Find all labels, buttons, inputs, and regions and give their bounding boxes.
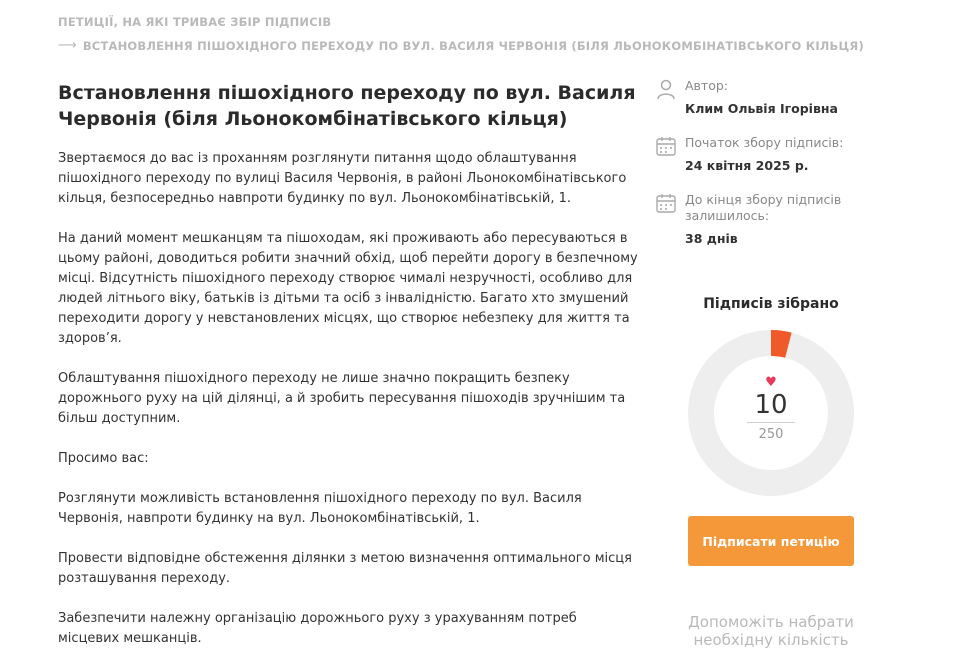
breadcrumb-current-link[interactable]: ВСТАНОВЛЕННЯ ПІШОХІДНОГО ПЕРЕХОДУ ПО ВУЛ. ВАСИЛЯ ЧЕРВОНІЯ (БІЛЯ ЛЬОНОКОМБІНАТІВСЬКОГО КІЛЬЦЯ) <box>82 39 864 53</box>
page-title: Встановлення пішохідного переходу по вул. Василя Червонія (біля Льонокомбінатівського кільця) <box>58 82 636 130</box>
start-date-value: 24 квітня 2025 р. <box>685 158 809 173</box>
signatures-title: Підписів зібрано <box>703 296 839 312</box>
remaining-label: До кінця збору підписів залишилось: <box>685 192 842 223</box>
remaining-row <box>655 192 875 247</box>
signatures-count: 10 <box>754 390 788 420</box>
breadcrumb <box>58 14 864 62</box>
petition-paragraph: Провести відповідне обстеження ділянки з метою визначення оптимального місця розташування переходу. <box>58 551 632 586</box>
petition-paragraph: Просимо вас: <box>58 451 149 466</box>
petition-paragraph: Розглянути можливість встановлення пішохідного переходу по вул. Василя Червонія, навпроти будинку на вул. Льонокомбінатівській, 1. <box>58 491 582 526</box>
author-row <box>655 78 875 117</box>
arrow-right-icon: ⟶ <box>58 38 77 53</box>
calendar-icon <box>655 192 677 214</box>
start-date-label: Початок збору підписів: <box>685 135 844 150</box>
signatures-progress-ring <box>688 330 854 496</box>
count-divider <box>747 422 795 423</box>
breadcrumb-parent-link[interactable]: ПЕТИЦІЇ, НА ЯКІ ТРИВАЄ ЗБІР ПІДПИСІВ <box>58 15 332 29</box>
signatures-goal: 250 <box>758 427 784 442</box>
sign-petition-button[interactable]: Підписати петицію <box>688 516 854 566</box>
remaining-value: 38 днів <box>685 231 738 246</box>
petition-paragraph: Забезпечити належну організацію дорожнього руху з урахуванням потреб місцевих мешканців. <box>58 611 577 646</box>
calendar-icon <box>655 135 677 157</box>
petition-paragraph: Облаштування пішохідного переходу не лише значно покращить безпеку дорожнього руху на цій ділянці, а й зробить пересування пішоходів зручнішим та більш доступним. <box>58 371 626 426</box>
author-label: Автор: <box>685 78 728 93</box>
user-icon <box>655 78 677 100</box>
petition-body <box>58 149 638 669</box>
help-text: Допоможіть набрати необхідну кількість <box>688 613 854 649</box>
petition-meta <box>655 78 875 265</box>
start-date-row <box>655 135 875 174</box>
petition-paragraph: Звертаємося до вас із проханням розглянути питання щодо облаштування пішохідного переходу по вулиці Василя Червонія, в районі Льонокомбінатівського кільця, безпосередньо навпроти будинку по вул. Льонокомбінатівській, 1. <box>58 151 627 206</box>
petition-paragraph: На даний момент мешканцям та пішоходам, які проживають або пересуваються в цьому районі, доводиться робити значний обхід, щоб перейти дорогу в безпечному місці. Відсутність пішохідного переходу створює чималі незручності, особливо для людей літнього віку, батьків із дітьми та осіб з інвалідністю. Багато хто змушений переходити дорогу у невстановлених місцях, що створює небезпеку для життя та здоров’я. <box>58 231 638 346</box>
heart-icon: ♥ <box>765 375 777 390</box>
author-value: Клим Ольвія Ігорівна <box>685 101 838 116</box>
